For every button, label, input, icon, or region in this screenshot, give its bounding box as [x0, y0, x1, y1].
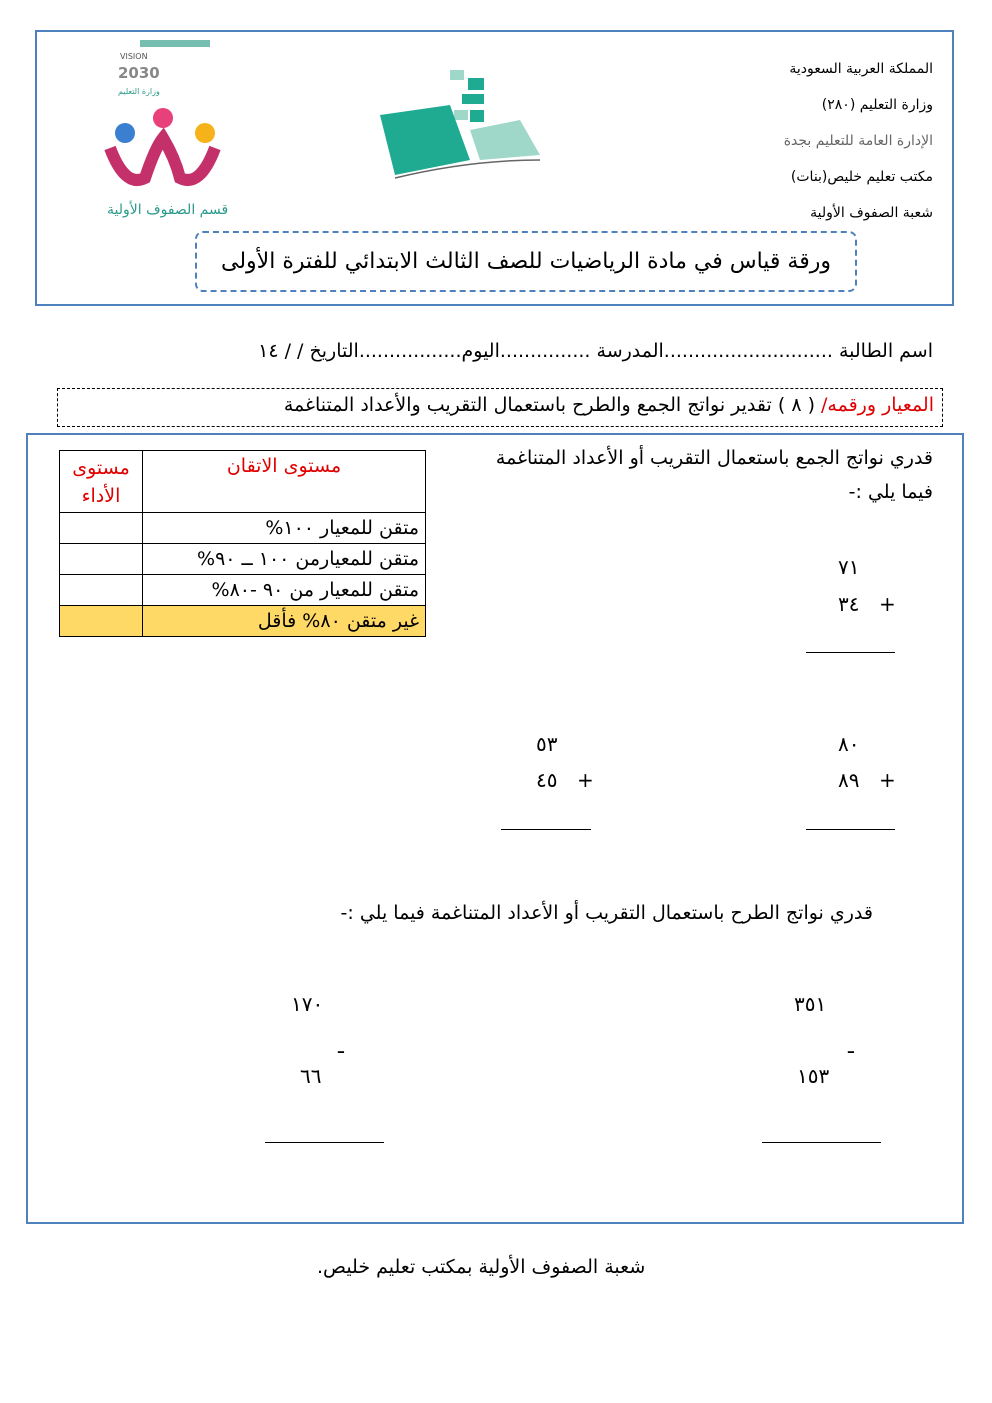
header-line-ministry: وزارة التعليم (٢٨٠) [821, 97, 933, 113]
answer-line[interactable] [762, 1142, 881, 1143]
standard-box [57, 388, 943, 427]
header-performance: مستوى الأداء [60, 451, 143, 513]
header-line-dept: شعبة الصفوف الأولية [810, 205, 933, 221]
mastery-row: متقن للمعيار ١٠٠% [143, 513, 426, 544]
question-1-line-1: قدري نواتج الجمع باستعمال التقريب أو الأعداد المتناغمة [495, 447, 933, 469]
mastery-row: متقن للمعيارمن ١٠٠ ــ ٩٠% [143, 544, 426, 575]
plus-sign: + [577, 768, 594, 792]
student-info-line: اسم الطالبة ............................المدرسة ...............اليوم.................التاريخ / / ١٤ [258, 340, 933, 362]
standard-description: ( ٨ ) تقدير نواتج الجمع والطرح باستعمال التقريب والأعداد المتناغمة [283, 394, 822, 416]
minus-sign: ـ [338, 1034, 344, 1058]
minuend: ١٧٠ [291, 992, 324, 1016]
subtrahend: ٦٦ [300, 1064, 322, 1088]
answer-line[interactable] [501, 829, 591, 830]
worksheet-title: ورقة قياس في مادة الرياضيات للصف الثالث الابتدائي للفترة الأولى [195, 231, 857, 292]
answer-line[interactable] [806, 829, 895, 830]
svg-text:2030: 2030 [118, 64, 160, 82]
plus-sign: + [879, 768, 896, 792]
footer-text: شعبة الصفوف الأولية بمكتب تعليم خليص. [317, 1256, 646, 1278]
standard-label: المعيار ورقمه/ [821, 394, 934, 416]
mastery-row: متقن للمعيار من ٩٠ -٨٠% [143, 575, 426, 606]
header-mastery: مستوى الاتقان [143, 451, 426, 513]
office-logo [370, 60, 550, 190]
minus-sign: ـ [848, 1034, 854, 1058]
answer-line[interactable] [806, 652, 895, 653]
addend-b: ٨٩ [838, 768, 860, 792]
mastery-table [59, 450, 426, 637]
header-line-kingdom: المملكة العربية السعودية [789, 61, 933, 77]
svg-text:VISION: VISION [120, 52, 148, 61]
plus-sign: + [879, 592, 896, 616]
minuend: ٣٥١ [794, 992, 827, 1016]
addend-a: ٧١ [838, 555, 860, 579]
question-2: قدري نواتج الطرح باستعمال التقريب أو الأعداد المتناغمة فيما يلي :- [340, 902, 873, 924]
subtrahend: ١٥٣ [797, 1064, 830, 1088]
performance-cell[interactable] [60, 606, 143, 637]
header-line-office: مكتب تعليم خليص(بنات) [790, 169, 933, 185]
standard-text [284, 394, 934, 416]
header-line-admin: الإدارة العامة للتعليم بجدة [783, 133, 933, 149]
mastery-row: غير متقن ٨٠% فأقل [143, 606, 426, 637]
dept-logo [85, 38, 235, 222]
performance-cell[interactable] [60, 544, 143, 575]
question-1-line-2: فيما يلي :- [848, 481, 933, 503]
question-1 [478, 441, 933, 509]
performance-cell[interactable] [60, 575, 143, 606]
performance-cell[interactable] [60, 513, 143, 544]
svg-text:وزارة التعليم: وزارة التعليم [118, 87, 160, 96]
answer-line[interactable] [265, 1142, 384, 1143]
svg-text:قسم الصفوف الأولية: قسم الصفوف الأولية [107, 202, 229, 218]
addend-a: ٥٣ [536, 732, 558, 756]
addend-b: ٣٤ [838, 592, 860, 616]
addend-a: ٨٠ [838, 732, 860, 756]
addend-b: ٤٥ [536, 768, 558, 792]
